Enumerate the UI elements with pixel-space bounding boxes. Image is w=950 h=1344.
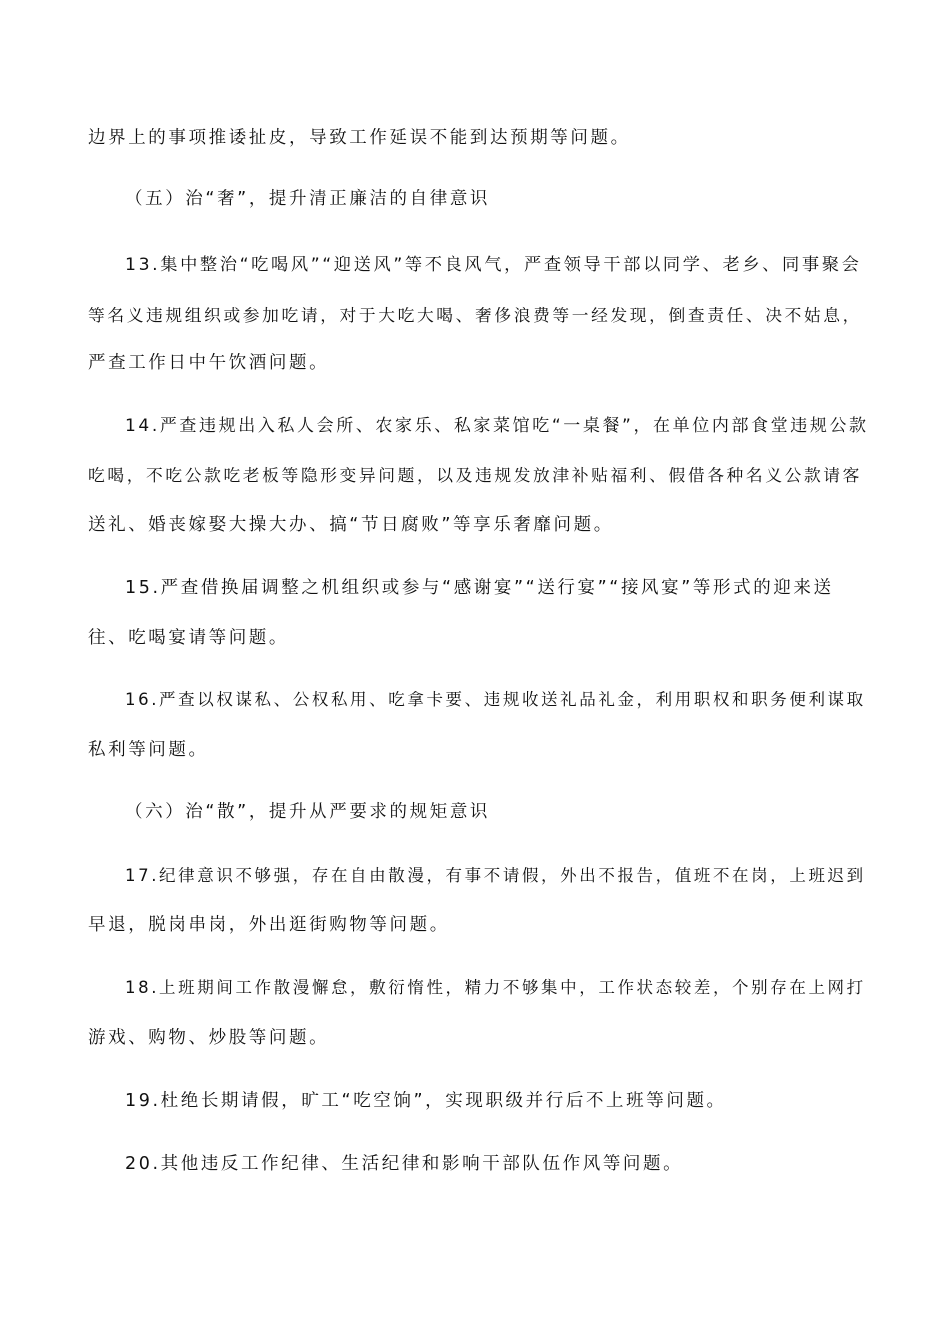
text-line: 早退，脱岗串岗，外出逛街购物等问题。 — [88, 915, 450, 935]
list-item-start: 16.严查以权谋私、公权私用、吃拿卡要、违规收送礼品礼金，利用职权和职务便利谋取 — [125, 690, 866, 709]
list-item-start: 14.严查违规出入私人会所、农家乐、私家菜馆吃“一桌餐”，在单位内部食堂违规公款 — [125, 416, 869, 436]
text-line: 等名义违规组织或参加吃请，对于大吃大喝、奢侈浪费等一经发现，倒查责任、决不姑息， — [88, 305, 863, 325]
section-heading: （五）治“奢”，提升清正廉洁的自律意识 — [125, 189, 491, 209]
list-item-start: 20.其他违反工作纪律、生活纪律和影响干部队伍作风等问题。 — [125, 1154, 684, 1174]
list-item-start: 19.杜绝长期请假，旷工“吃空饷”，实现职级并行后不上班等问题。 — [125, 1091, 727, 1111]
list-item-start: 15.严查借换届调整之机组织或参与“感谢宴”“送行宴”“接风宴”等形式的迎来送 — [125, 578, 834, 598]
text-line: 送礼、婚丧嫁娶大操大办、搞“节日腐败”等享乐奢靡问题。 — [88, 515, 614, 535]
list-item-start: 17.纪律意识不够强，存在自由散漫，有事不请假，外出不报告，值班不在岗，上班迟到 — [125, 866, 866, 885]
text-line: 私利等问题。 — [88, 740, 209, 760]
text-line: 游戏、购物、炒股等问题。 — [88, 1028, 330, 1048]
list-item-start: 18.上班期间工作散漫懈怠，敷衍惰性，精力不够集中，工作状态较差，个别存在上网打 — [125, 978, 866, 997]
text-line: 吃喝，不吃公款吃老板等隐形变异问题，以及违规发放津补贴福利、假借各种名义公款请客 — [88, 465, 863, 485]
text-line: 严查工作日中午饮酒问题。 — [88, 353, 330, 373]
text-line: 往、吃喝宴请等问题。 — [88, 628, 289, 648]
section-heading: （六）治“散”，提升从严要求的规矩意识 — [125, 802, 491, 822]
list-item-start: 13.集中整治“吃喝风”“迎送风”等不良风气，严查领导干部以同学、老乡、同事聚会 — [125, 255, 862, 275]
text-line: 边界上的事项推诿扯皮，导致工作延误不能到达预期等问题。 — [88, 128, 631, 148]
